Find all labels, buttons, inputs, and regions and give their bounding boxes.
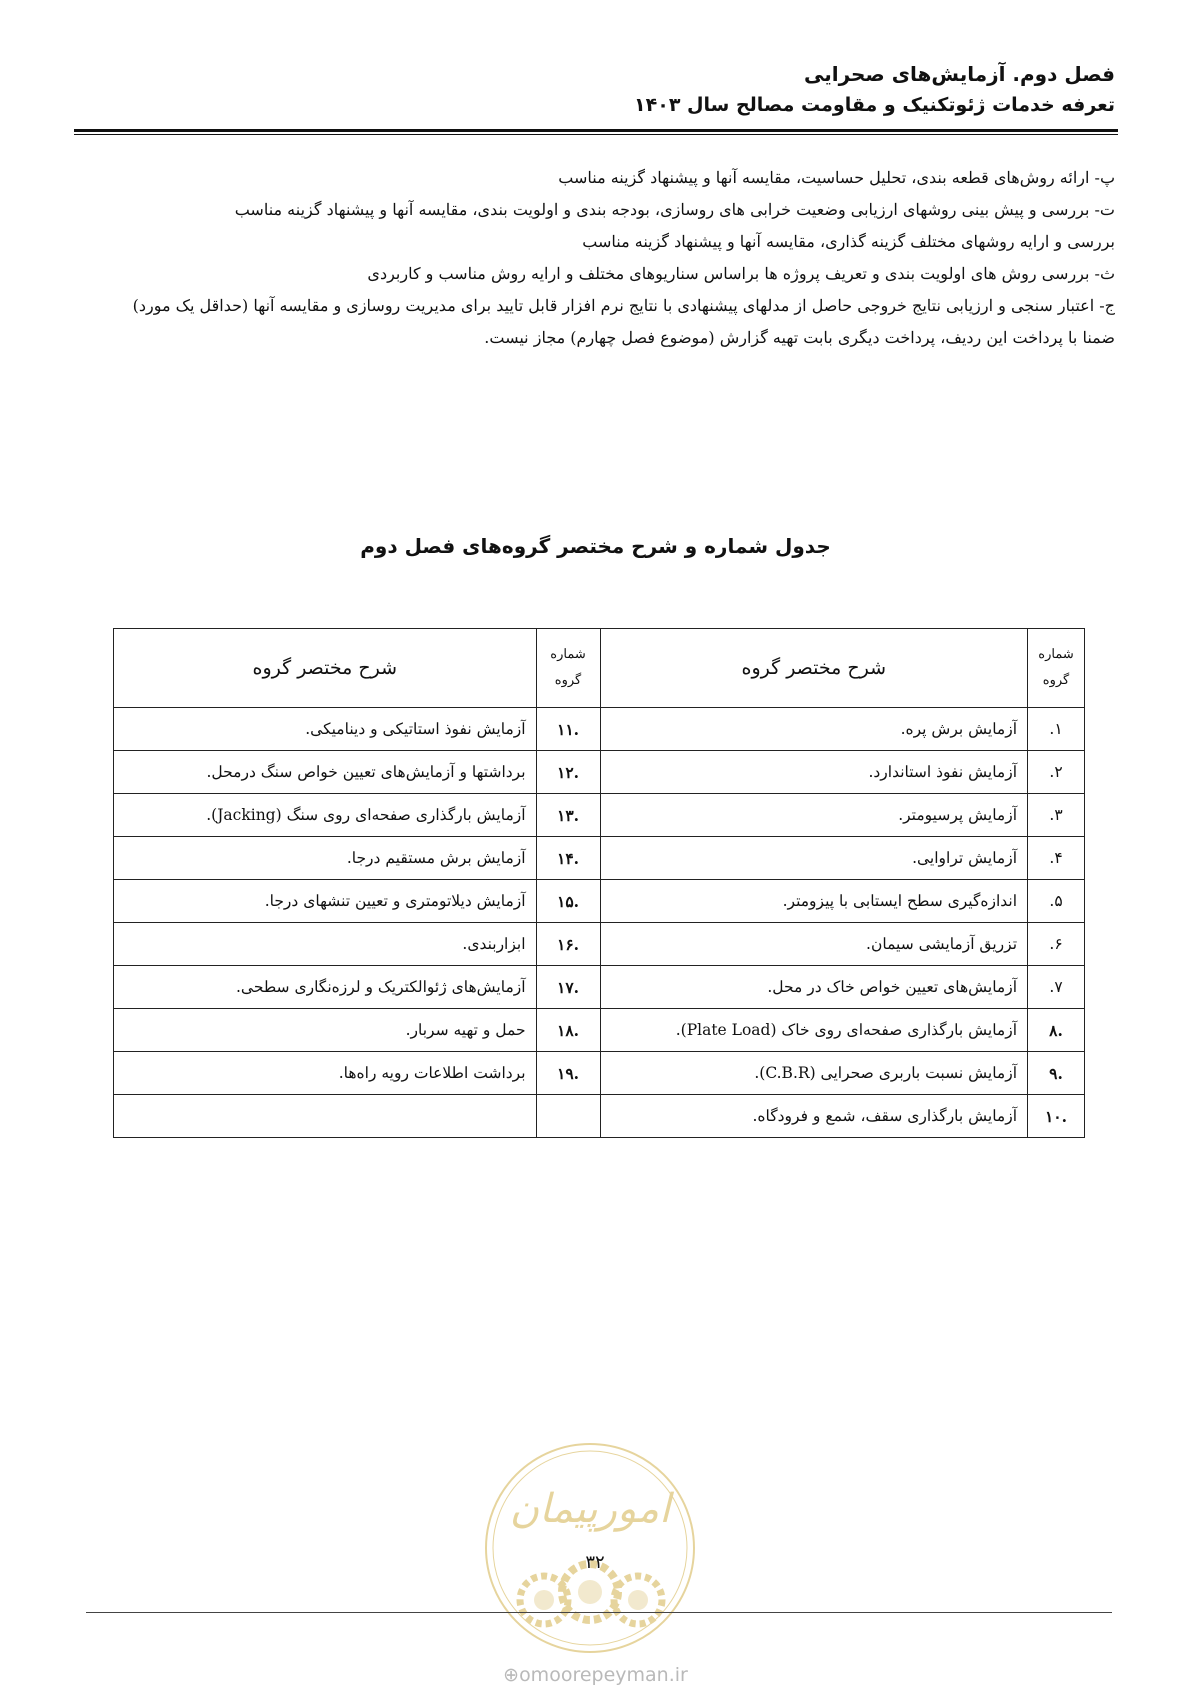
paragraph-pe: پ- ارائه روش‌های قطعه بندی، تحلیل حساسیت، مقایسه آنها و پیشنهاد گزینه مناسب: [558, 168, 1115, 187]
group-number: [536, 1095, 600, 1138]
group-number: .۱۷: [536, 966, 600, 1009]
table-row: [114, 923, 1085, 966]
group-number: .۸: [1028, 1009, 1085, 1052]
group-number: .۱۹: [536, 1052, 600, 1095]
website-watermark: [0, 1664, 1191, 1686]
page-header: [75, 58, 1115, 120]
paragraph-se: ث- بررسی روش های اولویت بندی و تعریف پروژه ها براساس سناریوهای مختلف و ارایه روش مناسب و کاربردی: [367, 264, 1115, 283]
group-description: آزمایش نفوذ استاندارد.: [600, 751, 1028, 794]
group-number: ۵.: [1028, 880, 1085, 923]
group-number: ۴.: [1028, 837, 1085, 880]
group-description: آزمایش دیلاتومتری و تعیین تنشهای درجا.: [114, 880, 537, 923]
table-row: [114, 880, 1085, 923]
group-description: [114, 1095, 537, 1138]
watermark-text: omoorepeyman.ir: [519, 1664, 688, 1686]
header-rule-thin: [74, 134, 1118, 135]
group-number: .۱۸: [536, 1009, 600, 1052]
group-number-header-label: شماره گروه: [550, 647, 586, 688]
group-number: ۲.: [1028, 751, 1085, 794]
group-description: برداشت اطلاعات رویه راه‌ها.: [114, 1052, 537, 1095]
table-row: [114, 794, 1085, 837]
group-number-header: [1028, 629, 1085, 708]
group-description: آزمایش برش پره.: [600, 708, 1028, 751]
paragraph-te: ت- بررسی و پیش بینی روشهای ارزیابی وضعیت خرابی های روسازی، بودجه بندی و اولویت بندی، مقایسه آنها و پیشنهاد گزینه مناسب: [234, 200, 1115, 219]
group-number: .۱۶: [536, 923, 600, 966]
group-description: اندازه‌گیری سطح ایستابی با پیزومتر.: [600, 880, 1028, 923]
group-number: .۱۱: [536, 708, 600, 751]
table-row: [114, 837, 1085, 880]
group-number: .۱۵: [536, 880, 600, 923]
table-row: [114, 751, 1085, 794]
group-description: آزمایش بارگذاری صفحه‌ای روی خاک (Plate Load).: [600, 1009, 1028, 1052]
table-row: [114, 1009, 1085, 1052]
group-description-header: شرح مختصر گروه: [114, 629, 537, 708]
svg-text:امورپیمان: امورپیمان: [509, 1486, 671, 1532]
table-title: جدول شماره و شرح مختصر گروه‌های فصل دوم: [360, 534, 831, 558]
group-number-header: [536, 629, 600, 708]
chapter-title: فصل دوم. آزمایش‌های صحرایی: [803, 62, 1115, 86]
group-description: تزریق آزمایشی سیمان.: [600, 923, 1028, 966]
group-description: آزمایش نفوذ استاتیکی و دینامیکی.: [114, 708, 537, 751]
table-row: [114, 1052, 1085, 1095]
group-number-header-label: شماره گروه: [1038, 647, 1074, 688]
paragraph-jim: ج- اعتبار سنجی و ارزیابی نتایج خروجی حاصل از مدلهای پیشنهادی با نتایج نرم افزار قابل تایید برای مدیریت روسازی و مقایسه آنها (حداقل یک مورد): [132, 296, 1115, 315]
group-description: آزمایش پرسیومتر.: [600, 794, 1028, 837]
group-number: ۳.: [1028, 794, 1085, 837]
group-description: آزمایش‌های ژئوالکتریک و لرزه‌نگاری سطحی.: [114, 966, 537, 1009]
paragraph-note: ضمنا با پرداخت این ردیف، پرداخت دیگری بابت تهیه گزارش (موضوع فصل چهارم) مجاز نیست.: [484, 328, 1115, 347]
document-title: تعرفه خدمات ژئوتکنیک و مقاومت مصالح سال ۱۴۰۳: [634, 94, 1115, 116]
group-description: آزمایش تراوایی.: [600, 837, 1028, 880]
group-number: ۶.: [1028, 923, 1085, 966]
group-description: برداشتها و آزمایش‌های تعیین خواص سنگ درمحل.: [114, 751, 537, 794]
table-header-row: [114, 629, 1085, 708]
group-description: آزمایش‌های تعیین خواص خاک در محل.: [600, 966, 1028, 1009]
seal-stamp: [482, 1440, 698, 1656]
group-description: آزمایش نسبت باربری صحرایی (C.B.R).: [600, 1052, 1028, 1095]
group-number: .۱۰: [1028, 1095, 1085, 1138]
group-description: آزمایش برش مستقیم درجا.: [114, 837, 537, 880]
globe-icon: ⊕: [503, 1664, 520, 1686]
body-text: [75, 162, 1115, 354]
paragraph-te-continued: بررسی و ارایه روشهای مختلف گزینه گذاری، مقایسه آنها و پیشنهاد گزینه مناسب: [582, 232, 1115, 251]
groups-table: [113, 628, 1085, 1138]
group-number: ۱.: [1028, 708, 1085, 751]
group-description: آزمایش بارگذاری صفحه‌ای روی سنگ (Jacking).: [114, 794, 537, 837]
header-rule-thick: [74, 129, 1118, 132]
group-number: .۱۲: [536, 751, 600, 794]
group-description-header: شرح مختصر گروه: [600, 629, 1028, 708]
page-number: ۳۲: [585, 1552, 605, 1573]
group-number: .۹: [1028, 1052, 1085, 1095]
group-description: حمل و تهیه سربار.: [114, 1009, 537, 1052]
table-row: [114, 966, 1085, 1009]
footer-rule: [86, 1612, 1112, 1613]
table-row: [114, 708, 1085, 751]
group-description: ابزاربندی.: [114, 923, 537, 966]
group-number: ۷.: [1028, 966, 1085, 1009]
group-description: آزمایش بارگذاری سقف، شمع و فرودگاه.: [600, 1095, 1028, 1138]
group-number: .۱۴: [536, 837, 600, 880]
group-number: .۱۳: [536, 794, 600, 837]
table-row: [114, 1095, 1085, 1138]
table-body: [114, 708, 1085, 1138]
